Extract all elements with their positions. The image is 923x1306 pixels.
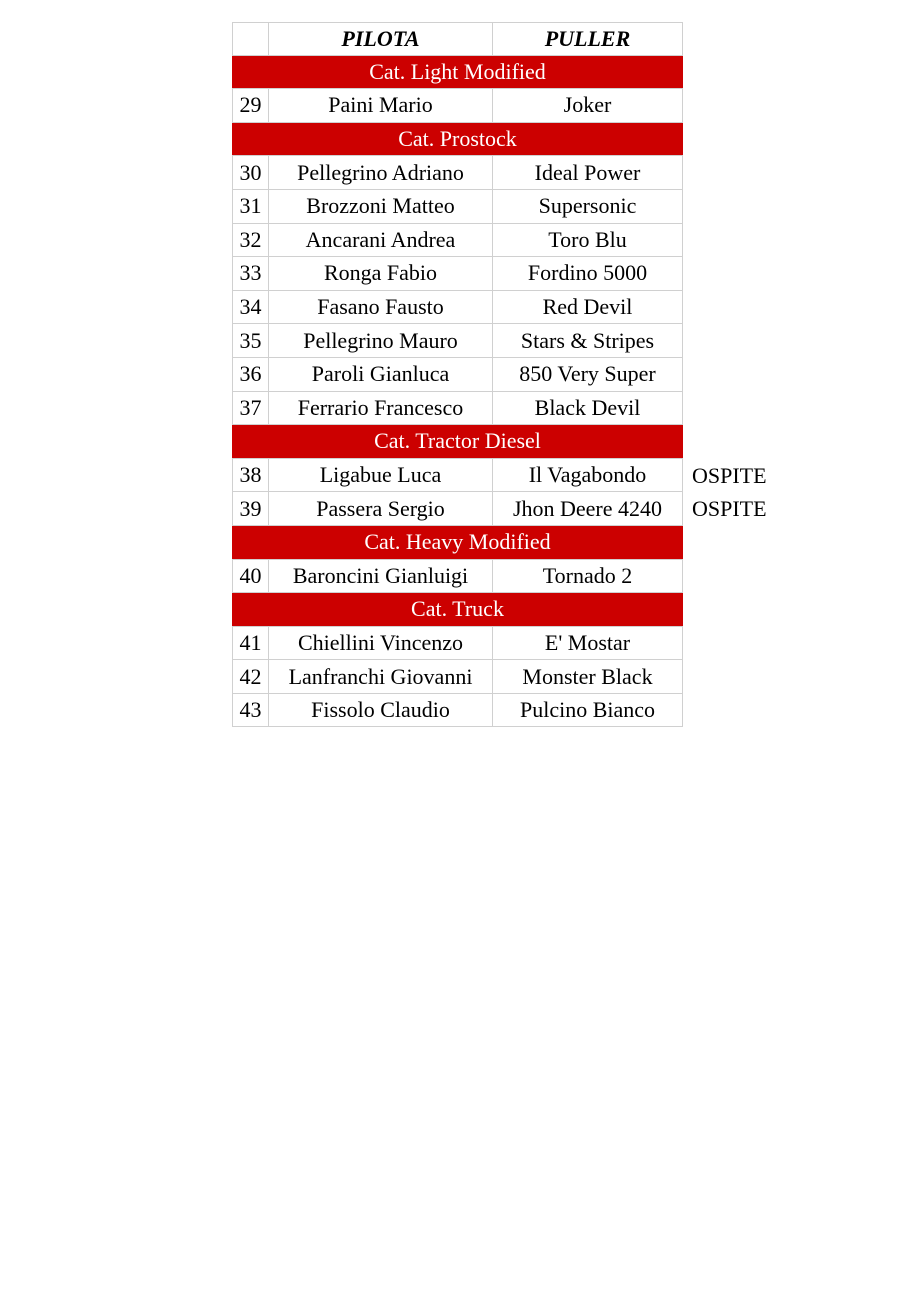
category-title: Cat. Tractor Diesel	[374, 428, 541, 454]
puller-name: Black Devil	[492, 392, 683, 425]
pilot-name: Fissolo Claudio	[268, 694, 492, 727]
puller-name: Stars & Stripes	[492, 324, 683, 357]
guest-note: OSPITE	[692, 496, 767, 522]
table-row	[232, 190, 683, 224]
category-band	[232, 593, 683, 627]
puller-name: Il Vagabondo	[492, 459, 683, 492]
entry-number: 41	[232, 627, 268, 660]
table-body	[232, 56, 767, 728]
table-row	[232, 459, 767, 493]
puller-name: Joker	[492, 89, 683, 122]
table-row	[232, 560, 683, 594]
category-band	[232, 425, 683, 459]
pilot-name: Paini Mario	[268, 89, 492, 122]
pilot-name: Pellegrino Adriano	[268, 156, 492, 189]
header-pilota: PILOTA	[268, 23, 492, 55]
entry-number: 36	[232, 358, 268, 391]
table-row	[232, 660, 683, 694]
pilot-name: Fasano Fausto	[268, 291, 492, 324]
guest-note: OSPITE	[692, 462, 767, 488]
entry-number: 30	[232, 156, 268, 189]
category-title: Cat. Heavy Modified	[364, 529, 551, 555]
puller-name: Toro Blu	[492, 224, 683, 257]
header-number-cell	[232, 23, 268, 55]
entry-number: 37	[232, 392, 268, 425]
puller-name: Fordino 5000	[492, 257, 683, 290]
table-row	[232, 627, 683, 661]
pilot-name: Lanfranchi Giovanni	[268, 660, 492, 693]
pilot-name: Ancarani Andrea	[268, 224, 492, 257]
entry-number: 29	[232, 89, 268, 122]
entry-number: 43	[232, 694, 268, 727]
pilot-name: Baroncini Gianluigi	[268, 560, 492, 593]
table-row	[232, 224, 683, 258]
pilot-name: Ferrario Francesco	[268, 392, 492, 425]
table-row	[232, 392, 683, 426]
entry-number: 39	[232, 492, 268, 525]
table-row	[232, 257, 683, 291]
table-header-row	[232, 22, 683, 56]
table-row	[232, 291, 683, 325]
entry-number: 42	[232, 660, 268, 693]
category-band	[232, 526, 683, 560]
category-title: Cat. Truck	[411, 596, 504, 622]
puller-name: E' Mostar	[492, 627, 683, 660]
table-row	[232, 89, 683, 123]
table-row	[232, 358, 683, 392]
puller-name: Jhon Deere 4240	[492, 492, 683, 525]
puller-name: 850 Very Super	[492, 358, 683, 391]
puller-name: Ideal Power	[492, 156, 683, 189]
pilot-name: Paroli Gianluca	[268, 358, 492, 391]
entry-number: 31	[232, 190, 268, 223]
puller-name: Supersonic	[492, 190, 683, 223]
category-title: Cat. Prostock	[398, 126, 517, 152]
table-row	[232, 694, 683, 728]
entry-number: 34	[232, 291, 268, 324]
pilot-name: Passera Sergio	[268, 492, 492, 525]
entry-number: 40	[232, 560, 268, 593]
category-band	[232, 56, 683, 90]
table-row	[232, 324, 683, 358]
puller-name: Monster Black	[492, 660, 683, 693]
pilot-name: Brozzoni Matteo	[268, 190, 492, 223]
pulling-roster-table	[232, 22, 767, 727]
category-title: Cat. Light Modified	[369, 58, 546, 84]
puller-name: Pulcino Bianco	[492, 694, 683, 727]
pilot-name: Ronga Fabio	[268, 257, 492, 290]
pilot-name: Pellegrino Mauro	[268, 324, 492, 357]
pilot-name: Chiellini Vincenzo	[268, 627, 492, 660]
entry-number: 33	[232, 257, 268, 290]
category-band	[232, 123, 683, 157]
entry-number: 38	[232, 459, 268, 492]
pilot-name: Ligabue Luca	[268, 459, 492, 492]
table-row	[232, 156, 683, 190]
puller-name: Tornado 2	[492, 560, 683, 593]
header-puller: PULLER	[492, 23, 683, 55]
puller-name: Red Devil	[492, 291, 683, 324]
entry-number: 32	[232, 224, 268, 257]
table-row	[232, 492, 767, 526]
entry-number: 35	[232, 324, 268, 357]
